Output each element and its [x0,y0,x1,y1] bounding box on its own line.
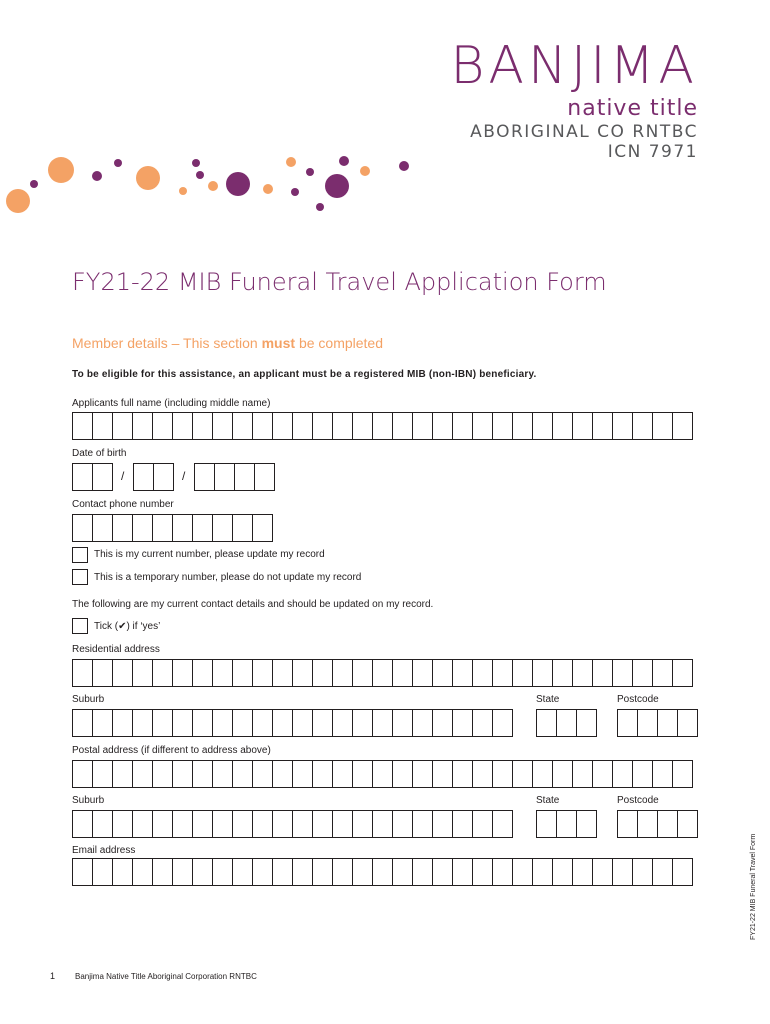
character-box[interactable] [153,760,173,788]
character-box[interactable] [293,709,313,737]
character-box[interactable] [193,659,213,687]
dob-separator: / [121,469,125,483]
page-title: FY21-22 MIB Funeral Travel Application Form [72,268,607,296]
character-box[interactable] [373,858,393,886]
character-box[interactable] [133,412,153,440]
character-box[interactable] [653,760,673,788]
character-box[interactable] [373,709,393,737]
current-number-label: This is my current number, please update my record [94,549,325,560]
dob-label: Date of birth [72,448,127,459]
character-box[interactable] [173,709,193,737]
character-box[interactable] [373,810,393,838]
character-box[interactable] [513,659,533,687]
character-box[interactable] [313,412,333,440]
character-box[interactable] [173,760,193,788]
phone-label: Contact phone number [72,499,174,510]
temporary-number-label: This is a temporary number, please do not update my record [94,572,362,583]
character-box[interactable] [613,412,633,440]
brand-icn: ICN 7971 [607,142,698,162]
character-box[interactable] [233,709,253,737]
dot [6,189,30,213]
email-field[interactable] [72,858,693,886]
dot [30,180,38,188]
character-box[interactable] [353,810,373,838]
character-box[interactable] [557,709,577,737]
character-box[interactable] [193,760,213,788]
character-box[interactable] [113,659,133,687]
character-box[interactable] [253,810,273,838]
character-box[interactable] [393,412,413,440]
character-box[interactable] [393,709,413,737]
character-box[interactable] [673,659,693,687]
character-box[interactable] [134,463,154,491]
character-box[interactable] [273,659,293,687]
character-box[interactable] [638,709,658,737]
character-box[interactable] [533,858,553,886]
section-title-bold: must [261,335,296,351]
character-box[interactable] [453,659,473,687]
character-box[interactable] [533,760,553,788]
character-box[interactable] [235,463,255,491]
dob-month-field[interactable] [133,463,174,491]
state-label: State [536,694,560,705]
character-box[interactable] [255,463,275,491]
character-box[interactable] [133,760,153,788]
dot [286,157,296,167]
dot [192,159,200,167]
postcode-label: Postcode [617,795,659,806]
dot [196,171,204,179]
character-box[interactable] [233,760,253,788]
dot [208,181,218,191]
character-box[interactable] [173,858,193,886]
suburb-label: Suburb [72,795,105,806]
character-box[interactable] [537,810,557,838]
character-box[interactable] [373,412,393,440]
postal-address-label: Postal address (if different to address above) [72,745,271,756]
brand-tagline: native title [567,96,698,121]
character-box[interactable] [293,810,313,838]
character-box[interactable] [353,858,373,886]
character-box[interactable] [513,412,533,440]
character-box[interactable] [313,659,333,687]
character-box[interactable] [413,412,433,440]
character-box[interactable] [333,412,353,440]
character-box[interactable] [213,659,233,687]
character-box[interactable] [493,858,513,886]
brand-org-line: ABORIGINAL CO RNTBC [470,122,698,142]
character-box[interactable] [133,659,153,687]
character-box[interactable] [473,760,493,788]
character-box[interactable] [413,858,433,886]
character-box[interactable] [373,659,393,687]
character-box[interactable] [653,858,673,886]
character-box[interactable] [653,412,673,440]
character-box[interactable] [293,858,313,886]
character-box[interactable] [393,659,413,687]
character-box[interactable] [213,810,233,838]
character-box[interactable] [453,858,473,886]
character-box[interactable] [353,412,373,440]
character-box[interactable] [273,412,293,440]
character-box[interactable] [353,760,373,788]
character-box[interactable] [653,659,673,687]
character-box[interactable] [513,858,533,886]
character-box[interactable] [154,463,174,491]
postal-state-field[interactable] [536,810,597,838]
contact-details-checkbox[interactable] [72,618,88,634]
character-box[interactable] [113,514,133,542]
character-box[interactable] [613,659,633,687]
character-box[interactable] [333,810,353,838]
character-box[interactable] [233,810,253,838]
dot [399,161,409,171]
character-box[interactable] [633,412,653,440]
character-box[interactable] [193,810,213,838]
character-box[interactable] [533,412,553,440]
dot [114,159,122,167]
character-box[interactable] [313,858,333,886]
character-box[interactable] [193,412,213,440]
character-box[interactable] [493,412,513,440]
character-box[interactable] [173,412,193,440]
residential-address-label: Residential address [72,644,160,655]
character-box[interactable] [73,514,93,542]
dot [226,172,250,196]
character-box[interactable] [593,858,613,886]
character-box[interactable] [253,412,273,440]
character-box[interactable] [413,709,433,737]
character-box[interactable] [473,858,493,886]
character-box[interactable] [638,810,658,838]
tick-yes-label: Tick (✔) if ‘yes’ [94,621,161,632]
character-box[interactable] [73,463,93,491]
character-box[interactable] [433,810,453,838]
character-box[interactable] [678,810,698,838]
dot [360,166,370,176]
section-title [72,335,383,351]
character-box[interactable] [613,760,633,788]
character-box[interactable] [153,514,173,542]
character-box[interactable] [493,659,513,687]
character-box[interactable] [213,412,233,440]
character-box[interactable] [195,463,215,491]
state-label: State [536,795,560,806]
character-box[interactable] [133,709,153,737]
character-box[interactable] [658,709,678,737]
character-box[interactable] [633,760,653,788]
dot [291,188,299,196]
eligibility-note: To be eligible for this assistance, an applicant must be a registered MIB (non-IBN) beneficiary. [72,369,537,380]
phone-field[interactable] [72,514,273,542]
character-box[interactable] [313,810,333,838]
character-box[interactable] [333,709,353,737]
character-box[interactable] [673,412,693,440]
character-box[interactable] [613,858,633,886]
character-box[interactable] [273,709,293,737]
character-box[interactable] [573,412,593,440]
character-box[interactable] [113,760,133,788]
character-box[interactable] [433,659,453,687]
residential-suburb-field[interactable] [72,709,513,737]
character-box[interactable] [493,760,513,788]
character-box[interactable] [173,810,193,838]
character-box[interactable] [473,412,493,440]
character-box[interactable] [113,709,133,737]
dot [325,174,349,198]
email-label: Email address [72,845,136,856]
character-box[interactable] [473,810,493,838]
character-box[interactable] [213,760,233,788]
character-box[interactable] [433,709,453,737]
character-box[interactable] [537,709,557,737]
section-title-prefix: Member details – This section [72,335,262,351]
postal-postcode-field[interactable] [617,810,698,838]
temporary-number-checkbox[interactable] [72,569,88,585]
character-box[interactable] [193,514,213,542]
character-box[interactable] [173,659,193,687]
character-box[interactable] [333,858,353,886]
character-box[interactable] [293,760,313,788]
dot [316,203,324,211]
character-box[interactable] [393,760,413,788]
character-box[interactable] [353,709,373,737]
character-box[interactable] [73,810,93,838]
character-box[interactable] [253,659,273,687]
dob-separator: / [182,469,186,483]
character-box[interactable] [433,412,453,440]
character-box[interactable] [93,810,113,838]
character-box[interactable] [133,810,153,838]
character-box[interactable] [313,760,333,788]
character-box[interactable] [313,709,333,737]
character-box[interactable] [557,810,577,838]
dob-day-field[interactable] [72,463,113,491]
character-box[interactable] [93,463,113,491]
character-box[interactable] [573,659,593,687]
character-box[interactable] [353,659,373,687]
character-box[interactable] [553,760,573,788]
character-box[interactable] [453,810,473,838]
brand-name: BANJIMA [450,36,698,96]
character-box[interactable] [553,412,573,440]
dot [48,157,74,183]
character-box[interactable] [93,709,113,737]
postal-address-field[interactable] [72,760,693,788]
character-box[interactable] [453,709,473,737]
character-box[interactable] [193,858,213,886]
character-box[interactable] [513,760,533,788]
character-box[interactable] [618,810,638,838]
character-box[interactable] [493,810,513,838]
character-box[interactable] [153,810,173,838]
character-box[interactable] [273,760,293,788]
dob-year-field[interactable] [194,463,275,491]
dot [179,187,187,195]
contact-details-note: The following are my current contact details and should be updated on my record. [72,599,434,610]
character-box[interactable] [553,659,573,687]
character-box[interactable] [573,858,593,886]
character-box[interactable] [215,463,235,491]
current-number-checkbox[interactable] [72,547,88,563]
dot [263,184,273,194]
character-box[interactable] [213,514,233,542]
character-box[interactable] [413,810,433,838]
character-box[interactable] [413,659,433,687]
character-box[interactable] [93,858,113,886]
dot [136,166,160,190]
character-box[interactable] [93,760,113,788]
character-box[interactable] [533,659,553,687]
character-box[interactable] [593,659,613,687]
character-box[interactable] [73,412,93,440]
character-box[interactable] [273,858,293,886]
side-form-label: FY21-22 MIB Funeral Travel Form [750,833,757,940]
dot [306,168,314,176]
character-box[interactable] [577,810,597,838]
character-box[interactable] [253,760,273,788]
character-box[interactable] [658,810,678,838]
page-number: 1 [50,971,56,981]
character-box[interactable] [293,412,313,440]
character-box[interactable] [73,709,93,737]
character-box[interactable] [253,858,273,886]
character-box[interactable] [173,514,193,542]
section-title-suffix: be completed [295,335,384,351]
character-box[interactable] [93,659,113,687]
residential-address-field[interactable] [72,659,693,687]
character-box[interactable] [493,709,513,737]
character-box[interactable] [373,760,393,788]
character-box[interactable] [473,659,493,687]
character-box[interactable] [113,810,133,838]
character-box[interactable] [253,514,273,542]
character-box[interactable] [193,709,213,737]
character-box[interactable] [233,659,253,687]
character-box[interactable] [153,659,173,687]
residential-state-field[interactable] [536,709,597,737]
character-box[interactable] [633,659,653,687]
character-box[interactable] [113,858,133,886]
character-box[interactable] [213,858,233,886]
postcode-label: Postcode [617,694,659,705]
character-box[interactable] [593,412,613,440]
character-box[interactable] [393,810,413,838]
character-box[interactable] [633,858,653,886]
character-box[interactable] [593,760,613,788]
suburb-label: Suburb [72,694,105,705]
character-box[interactable] [453,412,473,440]
character-box[interactable] [113,412,133,440]
character-box[interactable] [153,412,173,440]
character-box[interactable] [333,760,353,788]
footer-org-name: Banjima Native Title Aboriginal Corporation RNTBC [75,972,257,981]
character-box[interactable] [153,858,173,886]
character-box[interactable] [73,858,93,886]
character-box[interactable] [678,709,698,737]
character-box[interactable] [433,858,453,886]
full-name-label: Applicants full name (including middle name) [72,398,271,409]
character-box[interactable] [673,858,693,886]
character-box[interactable] [93,412,113,440]
character-box[interactable] [73,760,93,788]
character-box[interactable] [253,709,273,737]
character-box[interactable] [553,858,573,886]
character-box[interactable] [473,709,493,737]
character-box[interactable] [577,709,597,737]
character-box[interactable] [153,709,173,737]
character-box[interactable] [273,810,293,838]
character-box[interactable] [293,659,313,687]
character-box[interactable] [93,514,113,542]
residential-postcode-field[interactable] [617,709,698,737]
character-box[interactable] [213,709,233,737]
full-name-field[interactable] [72,412,693,440]
character-box[interactable] [233,858,253,886]
character-box[interactable] [233,412,253,440]
character-box[interactable] [333,659,353,687]
character-box[interactable] [413,760,433,788]
character-box[interactable] [133,514,153,542]
character-box[interactable] [618,709,638,737]
character-box[interactable] [133,858,153,886]
postal-suburb-field[interactable] [72,810,513,838]
dot [92,171,102,181]
character-box[interactable] [73,659,93,687]
dot [339,156,349,166]
character-box[interactable] [673,760,693,788]
character-box[interactable] [453,760,473,788]
character-box[interactable] [433,760,453,788]
character-box[interactable] [573,760,593,788]
character-box[interactable] [233,514,253,542]
character-box[interactable] [393,858,413,886]
